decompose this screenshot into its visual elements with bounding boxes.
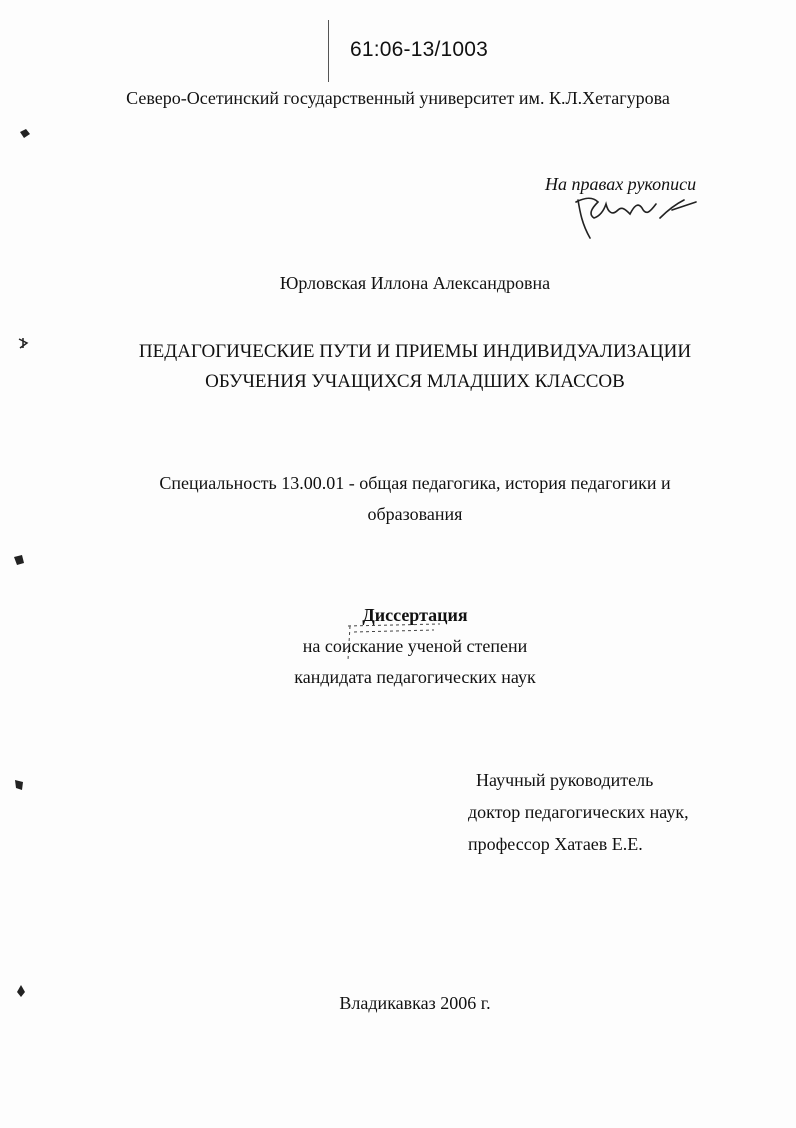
scan-artifact-mark [16, 336, 30, 350]
margin-line [328, 20, 329, 82]
faint-stamp-mark [344, 620, 444, 664]
manuscript-rights-label: На правах рукописи [545, 174, 697, 194]
specialty-line: образования [367, 504, 463, 524]
city-year: Владикавказ 2006 г. [339, 993, 491, 1013]
handwritten-signature [570, 188, 700, 244]
dissertation-title [0, 337, 796, 397]
scan-artifact-mark [12, 778, 26, 792]
title-line: ПЕДАГОГИЧЕСКИЕ ПУТИ И ПРИЕМЫ ИНДИВИДУАЛИЗАЦИИ [138, 341, 692, 362]
supervisor-line: доктор педагогических наук, [468, 802, 689, 822]
university-name: Северо-Осетинский государственный университет им. К.Л.Хетагурова [126, 88, 670, 108]
author-name: Юрловская Иллона Александровна [279, 273, 551, 293]
scan-artifact-mark [14, 984, 28, 998]
dissertation-heading: Диссертация [362, 605, 468, 625]
degree-line: на соискание ученой степени [302, 636, 528, 656]
degree-line: кандидата педагогических наук [294, 667, 536, 687]
scan-artifact-mark [18, 126, 32, 140]
scan-artifact-mark [12, 553, 26, 567]
supervisor-line: профессор Хатаев Е.Е. [468, 834, 643, 854]
catalog-number: 61:06-13/1003 [350, 38, 489, 61]
specialty-line: Специальность 13.00.01 - общая педагогика, история педагогики и [159, 473, 671, 493]
supervisor-block [468, 764, 689, 860]
supervisor-line: Научный руководитель [476, 770, 654, 790]
title-line: ОБУЧЕНИЯ УЧАЩИХСЯ МЛАДШИХ КЛАССОВ [205, 371, 625, 392]
specialty-text [0, 468, 796, 530]
